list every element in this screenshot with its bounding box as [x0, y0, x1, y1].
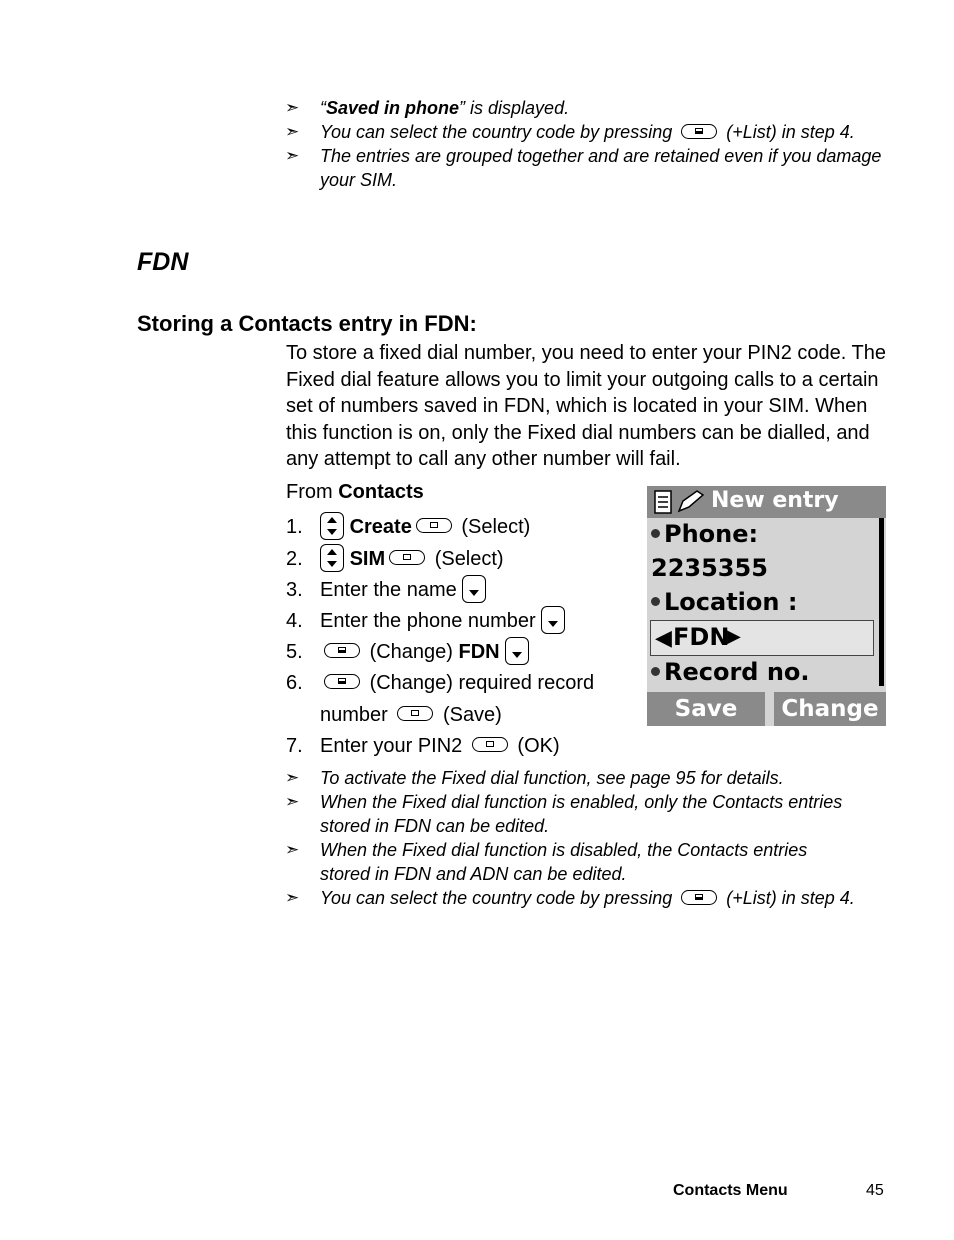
note-disabled: ➣ When the Fixed dial function is disabled, the Contacts entries stored in FDN and ADN can be edited.: [285, 840, 808, 884]
left-arrow-icon: ◀: [655, 626, 672, 651]
soft-key-save: Save: [647, 692, 765, 726]
location-selector: ◀ FDN ▶: [650, 620, 874, 656]
right-arrow-icon: ▶: [727, 626, 741, 647]
step-4: 4. Enter the phone number: [286, 607, 565, 636]
note-saved: ➣ “Saved in phone” is displayed.: [285, 98, 570, 118]
screen-scrollbar: [879, 518, 884, 686]
note-country-code: ➣ You can select the country code by pressing (+List) in step 4.: [285, 122, 855, 142]
arrow-bullet-icon: ➣: [285, 146, 300, 165]
right-soft-key-icon: [681, 124, 717, 139]
phone-value: 2235355: [651, 554, 768, 582]
scroll-thumb: [879, 604, 884, 644]
nav-down-key-icon: [505, 637, 529, 665]
arrow-bullet-icon: ➣: [285, 122, 300, 141]
page-number: 45: [866, 1182, 884, 1199]
step-3: 3. Enter the name: [286, 576, 486, 605]
right-soft-key-icon: [324, 674, 360, 689]
note-activate: ➣ To activate the Fixed dial function, see page 95 for details.: [285, 768, 784, 788]
step-5: 5. (Change) FDN: [286, 638, 529, 667]
nav-down-key-icon: [462, 575, 486, 603]
step-7: 7. Enter your PIN2 (OK): [286, 735, 560, 757]
footer-title: Contacts Menu: [673, 1182, 788, 1199]
note-bold: Saved in phone: [326, 98, 460, 118]
note-country-code-2: ➣ You can select the country code by pressing (+List) in step 4.: [285, 888, 855, 908]
left-soft-key-icon: [389, 550, 425, 565]
location-label: Location :: [651, 588, 797, 616]
phone-label: Phone:: [651, 520, 758, 548]
soft-key-change: Change: [774, 692, 886, 726]
sub-title: Storing a Contacts entry in FDN:: [137, 311, 477, 336]
from-line: From Contacts: [286, 481, 424, 503]
step-6: 6. (Change) required record: [286, 672, 595, 694]
screen-title: New entry: [711, 488, 839, 513]
step-2: 2. SIM (Select): [286, 545, 504, 574]
phone-screen-image: [647, 486, 886, 726]
edit-document-icon: [653, 489, 705, 515]
left-soft-key-icon: [472, 737, 508, 752]
right-soft-key-icon: [681, 890, 717, 905]
intro-paragraph: To store a fixed dial number, you need to enter your PIN2 code. The Fixed dial feature allows you to limit your outgoing calls to a certain set of numbers saved in FDN, which is located in your SIM. When this function is on, only the Fixed dial numbers can be dialled, and any attempt to call any other number will fail.: [286, 342, 886, 470]
arrow-bullet-icon: ➣: [285, 888, 300, 907]
arrow-bullet-icon: ➣: [285, 792, 300, 811]
nav-down-key-icon: [541, 606, 565, 634]
step-6-continued: number (Save): [320, 704, 502, 726]
navigation-key-icon: [320, 544, 344, 572]
left-soft-key-icon: [397, 706, 433, 721]
screen-header: [647, 486, 886, 518]
section-title: FDN: [137, 248, 189, 276]
arrow-bullet-icon: ➣: [285, 840, 300, 859]
navigation-key-icon: [320, 512, 344, 540]
note-enabled: ➣ When the Fixed dial function is enabled, only the Contacts entries stored in FDN can be edited.: [285, 792, 843, 836]
note-grouped: ➣ The entries are grouped together and are retained even if you damage your SIM.: [285, 146, 882, 190]
record-label: Record no.: [651, 658, 810, 686]
arrow-bullet-icon: ➣: [285, 98, 300, 117]
arrow-bullet-icon: ➣: [285, 768, 300, 787]
step-1: 1. Create (Select): [286, 513, 530, 542]
left-soft-key-icon: [416, 518, 452, 533]
right-soft-key-icon: [324, 643, 360, 658]
